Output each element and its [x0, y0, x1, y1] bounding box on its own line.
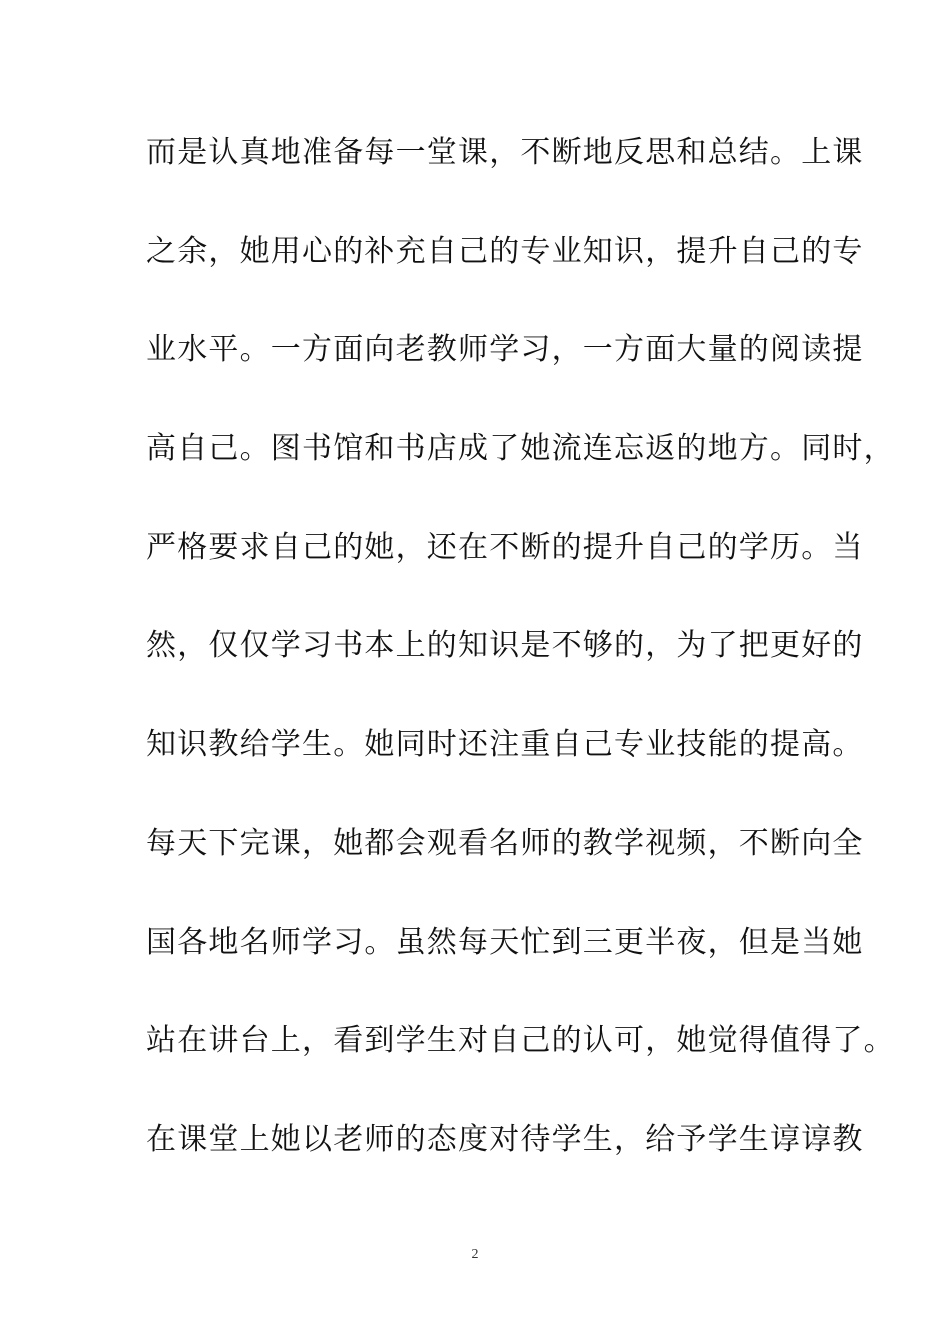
text-line: 每天下完课，她都会观看名师的教学视频，不断向全	[146, 825, 864, 861]
page-number: 2	[471, 1247, 479, 1262]
text-line: 严格要求自己的她，还在不断的提升自己的学历。当	[146, 529, 864, 565]
text-line: 业水平。一方面向老教师学习，一方面大量的阅读提	[146, 332, 864, 368]
text-line: 在课堂上她以老师的态度对待学生，给予学生谆谆教	[146, 1121, 864, 1157]
text-line: 然，仅仅学习书本上的知识是不够的，为了把更好的	[146, 628, 864, 664]
text-line: 之余，她用心的补充自己的专业知识，提升自己的专	[146, 233, 864, 269]
text-line: 知识教给学生。她同时还注重自己专业技能的提高。	[146, 727, 864, 763]
text-line: 而是认真地准备每一堂课，不断地反思和总结。上课	[146, 135, 864, 170]
text-line: 国各地名师学习。虽然每天忙到三更半夜，但是当她	[146, 924, 864, 960]
text-line: 站在讲台上，看到学生对自己的认可，她觉得值得了。	[146, 1023, 895, 1059]
body-text	[146, 128, 895, 1214]
text-line: 高自己。图书馆和书店成了她流连忘返的地方。同时，	[146, 431, 895, 467]
